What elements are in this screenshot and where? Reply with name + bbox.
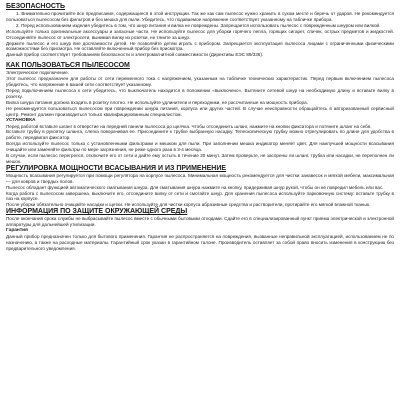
section-heading-environment: ИНФОРМАЦИЯ ПО ЗАЩИТЕ ОКРУЖАЮЩЕЙ СРЕДЫ	[6, 208, 188, 216]
paragraph: После уборки обязательно очищайте насадки и щетки. Не используйте для чистки корпуса абразивные средства и растворители, протирайте его мягкой влажной тканью.	[6, 202, 371, 208]
paragraph: Данный прибор соответствует требованиям безопасности и электромагнитной совместимости (Директивы ЕЭС 89/336).	[6, 52, 264, 58]
section-heading-suction-power: РЕГУЛИРОВКА МОЩНОСТИ ВСАСЫВАНИЯ И ИЗ ПРИМЕНЕНИЕ	[6, 164, 227, 172]
paragraph: Данный прибор предназначен только для бытового применения. Гарантия не распространяется на повреждения, вызванные неправильной эксплуатацией, использованием не по назначению, а также на расходные материалы. Гарантийный срок указан в гарантийном талоне. Производитель оставляет за собой право вносить изменения в конструкцию без предварительного уведомления.	[6, 234, 394, 251]
paragraph: Мощность всасывания регулируется при помощи регулятора на корпусе пылесоса. Минимальная мощность рекомендуется для чистки занавесок и мягкой мебели, максимальная — для ковров и твердых полов.	[6, 172, 394, 184]
subheading-installation: УСТАНОВКА	[6, 117, 36, 123]
paragraph: Держите пылесос и его шнур вне досягаемости детей. Не позволяйте детям играть с прибором. Запрещается эксплуатация пылесоса лицами с ограниченными физическими возможностями без присмотра. Не оставляйте включенный прибор без присмотра.	[6, 40, 394, 52]
subheading-warranty: Гарантия	[6, 228, 28, 234]
paragraph: 2. Перед использованием изделия убедитесь в том, что шнур питания и вилка не повреждены. Запрещается использовать пылесос с поврежденным шнуром или вилкой.	[16, 22, 381, 28]
paragraph: После окончания срока службы не выбрасывайте пылесос вместе с обычными бытовыми отходами. Сдайте его в специализированный пункт приема электрической и электронной аппаратуры для дальнейшей утилизации.	[6, 216, 394, 228]
paragraph: 1. Внимательно прочитайте все предписания, содержащиеся в этой инструкции. Так же как сам пылесос нужно хранить в сухом месте и беречь от ударов. Не рекомендуется пользоваться пылесосом без фильтров и без мешка для пыли. Убедитесь, что подаваемое напряжение соответствует указанному на табличке прибора.	[6, 11, 394, 22]
paragraph: Не рекомендуется пользоваться пылесосом при повреждении шнура питания, корпуса или других частей. В случае неисправности обращайтесь в авторизованный сервисный центр. Ремонт должен производиться только квалифицированным специалистом.	[6, 105, 394, 117]
paragraph: В случае, если пылесос перегрелся, отключите его от сети и дайте ему остыть в течение 30 минут. Затем проверьте, не засорены ли шланг, трубка или насадки, не переполнен ли мешок.	[6, 153, 394, 164]
paragraph: Всегда используйте пылесос только с установленными фильтрами и мешком для пыли. При заполнении мешка индикатор меняет цвет. Для наилучшей мощности всасывания очищайте или заменяйте фильтры по мере загрязнения, не реже одного раза в 3-4 месяца.	[6, 141, 394, 153]
paragraph: Электрическое подключение.	[6, 70, 69, 76]
paragraph: Этот пылесос предназначен для работы от сети переменного тока с напряжением, указанным на табличке технических характеристик. Перед первым включением пылесоса убедитесь, что напряжение в вашей сети соответствует указанному.	[6, 76, 394, 88]
paragraph: Вилка шнура питания должна входить в розетку плотно. Не используйте удлинители и переходники, не рассчитанные на мощность прибора.	[6, 99, 308, 105]
section-heading-safety: БЕЗОПАСНОСТЬ	[6, 3, 66, 10]
paragraph: Когда работа с пылесосом завершена, выключите его, отсоедините вилку от сети и смотайте шнур. Для хранения пылесоса используйте парковочную систему: вставьте трубку в паз на корпусе.	[6, 190, 394, 202]
paragraph: Используйте только оригинальные аксессуары и запасные части. Не используйте пылесос для уборки горячего пепла, горящих сигарет, спичек, острых предметов и жидкостей. Отсоединяйте пылесос от электросети, вынимая вилку из розетки, не тяните за шнур.	[6, 28, 394, 40]
section-heading-usage: КАК ПОЛЬЗОВАТЬСЯ ПЫЛЕСОСОМ	[6, 62, 130, 70]
paragraph: Вставьте трубку в рукоятку шланга, слегка поворачивая ее. Присоедините к трубке выбранную насадку. Телескопическую трубку можно отрегулировать по длине для удобства в работе, передвигая фиксатор.	[6, 129, 394, 141]
paragraph: Пылесос обладает функцией автоматического сматывания шнура. Для сматывания шнура нажмите на кнопку, придерживая шнур рукой, чтобы он не повредил мебель или вас.	[6, 184, 384, 190]
paragraph: Перед работой вставьте шланг в отверстие на передней панели пылесоса до щелчка. Чтобы отсоединить шланг, нажмите на кнопки фиксатора и потяните шланг на себя.	[6, 123, 372, 129]
paragraph: Перед подключением пылесоса к сети убедитесь, что выключатель находится в положении «выключено». Вытяните сетевой шнур на необходимую длину и вставьте вилку в розетку.	[6, 87, 394, 99]
